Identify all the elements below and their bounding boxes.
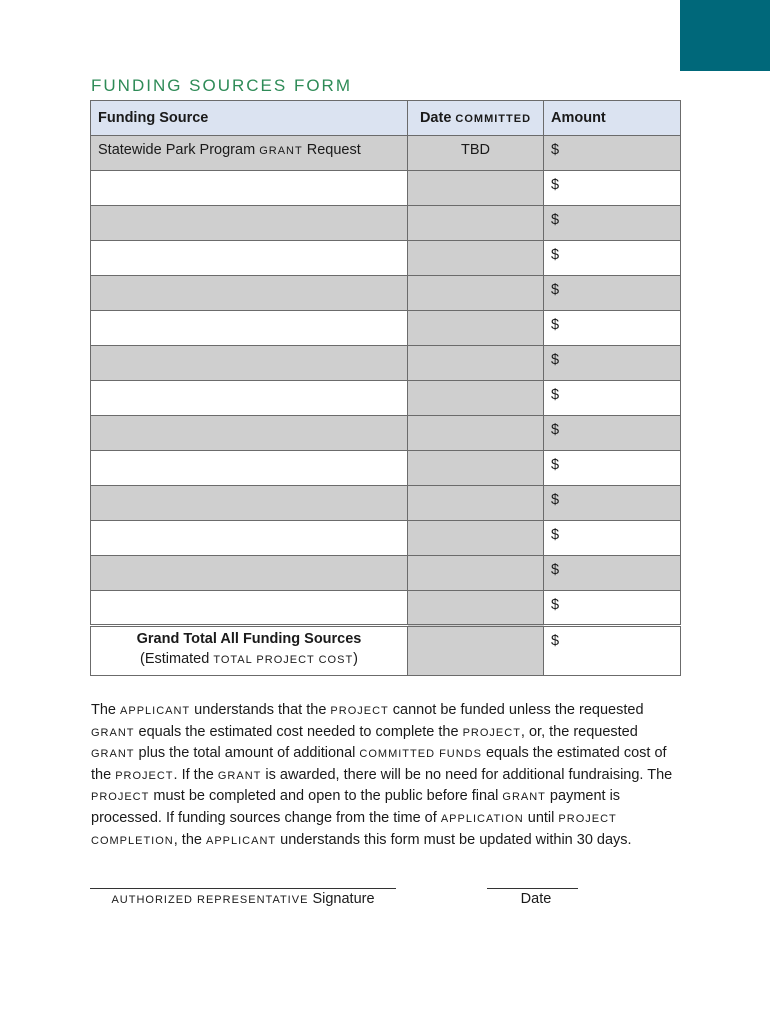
grand-total-row [91, 626, 681, 676]
grand-total-sub-word: TOTAL PROJECT COST [213, 654, 354, 666]
table-row [91, 346, 681, 381]
table-row [91, 276, 681, 311]
date-committed-cell[interactable] [408, 241, 544, 276]
statement-text: is awarded, there will be no need for additional fundraising. The [261, 766, 673, 783]
funding-source-cell[interactable] [91, 486, 408, 521]
statement-text: payment is processed. If funding sources change from the time of [91, 788, 621, 826]
applicant-statement [91, 700, 681, 851]
table-header-row [91, 101, 681, 136]
statement-text: plus the total amount of additional [134, 745, 360, 762]
date-committed-cell[interactable] [408, 346, 544, 381]
corner-accent-block [680, 0, 770, 71]
source-text-grant: GRANT [259, 145, 303, 157]
statement-text: must be completed and open to the public before final [149, 788, 503, 805]
date-committed-cell[interactable]: TBD [408, 136, 544, 171]
statement-term: APPLICANT [205, 834, 277, 847]
table-row [91, 171, 681, 206]
amount-cell[interactable]: $ [544, 206, 681, 241]
statement-term: APPLICATION [440, 812, 524, 825]
signature-label-suffix: Signature [312, 891, 375, 907]
amount-cell[interactable]: $ [544, 136, 681, 171]
statement-text: , the [173, 831, 206, 848]
date-committed-cell[interactable] [408, 486, 544, 521]
amount-cell[interactable]: $ [544, 381, 681, 416]
date-committed-cell[interactable] [408, 591, 544, 626]
amount-cell[interactable]: $ [544, 591, 681, 626]
date-label: Date [520, 891, 552, 907]
statement-term: PROJECT COMPLETION [91, 812, 617, 847]
form-title: FUNDING SOURCES FORM [91, 76, 352, 95]
grand-total-label: Grand Total All Funding Sources [136, 631, 362, 647]
statement-text: equals the estimated cost of the [91, 745, 667, 783]
statement-term: COMMITTED FUNDS [359, 748, 482, 761]
statement-text: until [523, 809, 559, 826]
amount-cell[interactable]: $ [544, 346, 681, 381]
date-committed-cell[interactable] [408, 556, 544, 591]
date-committed-cell[interactable] [408, 311, 544, 346]
grand-total-sublabel [98, 651, 400, 667]
funding-sources-table [90, 100, 681, 676]
statement-term: GRANT [502, 791, 546, 804]
statement-text: , or, the requested [520, 723, 638, 740]
table-row [91, 591, 681, 626]
table-row [91, 206, 681, 241]
funding-source-cell[interactable] [91, 346, 408, 381]
amount-cell[interactable]: $ [544, 276, 681, 311]
source-text-pre: Statewide Park Program [98, 142, 256, 158]
table-row-statewide-grant [91, 136, 681, 171]
date-committed-cell[interactable] [408, 171, 544, 206]
date-committed-cell[interactable] [408, 381, 544, 416]
column-header-date-word: COMMITTED [455, 113, 532, 125]
grand-total-sub-open: (Estimated [139, 651, 210, 667]
column-header-date-prefix: Date [419, 110, 452, 126]
date-committed-cell[interactable] [408, 276, 544, 311]
funding-source-cell[interactable] [91, 206, 408, 241]
funding-source-cell[interactable] [91, 276, 408, 311]
funding-source-cell[interactable] [91, 241, 408, 276]
amount-cell[interactable]: $ [544, 486, 681, 521]
table-row [91, 556, 681, 591]
grand-total-sub-close: ) [353, 651, 359, 667]
column-header-amount: Amount [544, 101, 681, 136]
funding-source-cell[interactable] [91, 591, 408, 626]
grand-total-amount-cell[interactable]: $ [544, 626, 681, 676]
amount-cell[interactable]: $ [544, 416, 681, 451]
funding-source-cell[interactable] [91, 556, 408, 591]
date-line[interactable] [487, 888, 578, 889]
date-committed-cell[interactable] [408, 416, 544, 451]
statement-term: PROJECT [330, 705, 389, 717]
date-committed-cell[interactable] [408, 451, 544, 486]
statement-term: GRANT [217, 769, 262, 782]
statement-text: cannot be funded unless the requested [388, 702, 644, 718]
table-row [91, 486, 681, 521]
date-committed-cell[interactable] [408, 206, 544, 241]
funding-source-cell[interactable] [91, 451, 408, 486]
signature-label [90, 891, 396, 907]
amount-cell[interactable]: $ [544, 171, 681, 206]
table-row [91, 451, 681, 486]
table-row [91, 521, 681, 556]
funding-source-cell[interactable] [91, 381, 408, 416]
amount-cell[interactable]: $ [544, 311, 681, 346]
funding-source-cell[interactable] [91, 311, 408, 346]
table-row [91, 416, 681, 451]
grand-total-label-cell [91, 626, 408, 676]
table-row [91, 241, 681, 276]
statement-text: understands this form must be updated within 30 days. [276, 831, 632, 848]
source-text-post: Request [306, 142, 361, 158]
statement-text: equals the estimated cost needed to complete the [134, 723, 463, 740]
date-committed-cell[interactable] [408, 521, 544, 556]
signature-label-word: AUTHORIZED REPRESENTATIVE [111, 894, 309, 906]
amount-cell[interactable]: $ [544, 451, 681, 486]
statement-term: GRANT [91, 726, 135, 739]
amount-cell[interactable]: $ [544, 556, 681, 591]
statement-term: PROJECT [91, 791, 150, 804]
column-header-date-committed [408, 101, 544, 136]
table-row [91, 381, 681, 416]
table-row [91, 311, 681, 346]
funding-source-cell[interactable] [91, 521, 408, 556]
column-header-funding-source: Funding Source [91, 101, 408, 136]
amount-cell[interactable]: $ [544, 521, 681, 556]
funding-source-cell[interactable] [91, 136, 408, 171]
statement-text: The [91, 702, 121, 718]
funding-source-cell[interactable] [91, 416, 408, 451]
statement-text: understands that the [190, 702, 331, 718]
amount-cell[interactable]: $ [544, 241, 681, 276]
statement-term: APPLICANT [120, 705, 191, 717]
statement-term: GRANT [91, 748, 135, 761]
funding-source-cell[interactable] [91, 171, 408, 206]
statement-term: PROJECT [115, 769, 174, 782]
statement-text: . If the [173, 766, 218, 783]
grand-total-date-cell [408, 626, 544, 676]
statement-term: PROJECT [462, 726, 521, 739]
signature-line[interactable] [90, 888, 396, 889]
